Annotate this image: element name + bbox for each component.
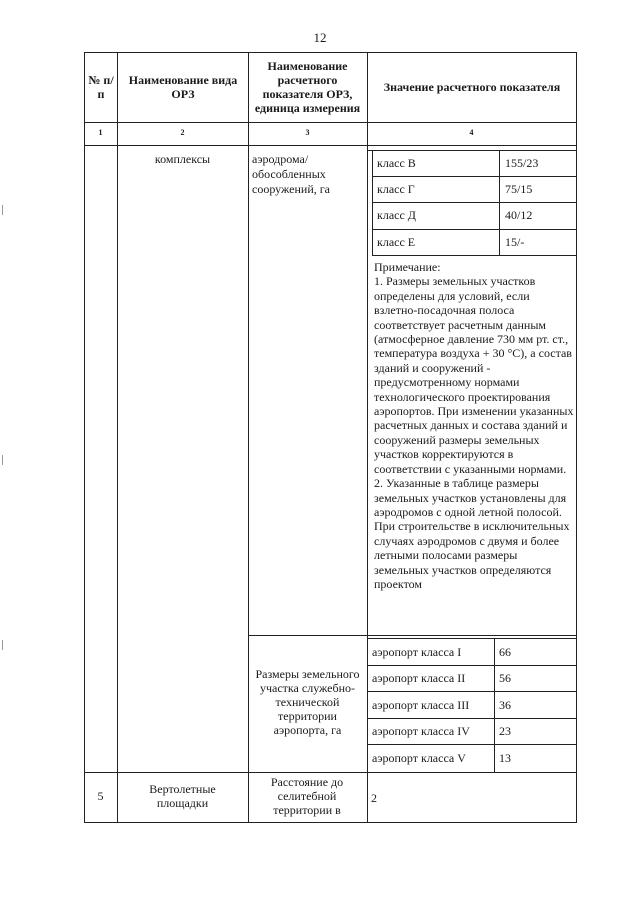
table-border bbox=[367, 638, 577, 639]
table-border bbox=[84, 52, 577, 53]
class-value: 155/23 bbox=[505, 156, 539, 170]
note-title: Примечание: bbox=[374, 260, 441, 274]
column-number: 4 bbox=[469, 128, 474, 137]
table-border bbox=[367, 744, 577, 745]
header-indicator: Наименование расчетного показателя ОРЗ, единица измерения bbox=[254, 59, 361, 115]
table-border bbox=[372, 176, 577, 177]
table-border bbox=[117, 52, 118, 823]
class-label: класс В bbox=[377, 156, 416, 170]
class-label: класс Д bbox=[377, 208, 416, 222]
table-border bbox=[367, 52, 368, 823]
scan-edge-mark bbox=[2, 640, 3, 650]
row5-type: Вертолетные площадки bbox=[149, 782, 216, 810]
airport-class-value: 56 bbox=[499, 671, 511, 685]
table-border bbox=[372, 150, 373, 256]
table-border bbox=[367, 691, 577, 692]
note-paragraph-1: 1. Размеры земельных участков определены для условий, если взлетно-посадочная полоса соответствует расчетным данным (атмосферное давление 730 мм рт. ст., температура воздуха + 30 °С), а состав зданий и сооружений - предусмотренному нормами технологического проектирования аэропортов. При изменении указанных расчетных данных и состава зданий и сооружений размеры земельных участков корректируются в соответствии с указанными нормами. bbox=[374, 274, 574, 476]
scan-edge-mark bbox=[2, 205, 3, 215]
table-border bbox=[84, 822, 577, 823]
airport-class-label: аэропорт класса II bbox=[372, 671, 466, 685]
row5-value: 2 bbox=[371, 791, 377, 805]
table-border bbox=[84, 145, 577, 146]
column-number: 3 bbox=[305, 128, 310, 137]
airport-class-value: 13 bbox=[499, 751, 511, 765]
column-number: 2 bbox=[180, 128, 185, 137]
header-number: № п/п bbox=[88, 73, 114, 101]
airport-class-label: аэропорт класса I bbox=[372, 645, 462, 659]
airport-class-value: 23 bbox=[499, 724, 511, 738]
table-border bbox=[367, 665, 577, 666]
page-number: 12 bbox=[313, 30, 327, 45]
class-value: 75/15 bbox=[505, 182, 533, 196]
header-type: Наименование вида ОРЗ bbox=[128, 73, 238, 101]
class-value: 15/- bbox=[505, 235, 525, 249]
table-border bbox=[372, 255, 577, 256]
airport-class-label: аэропорт класса IV bbox=[372, 724, 470, 738]
table-border bbox=[367, 150, 577, 151]
header-value: Значение расчетного показателя bbox=[383, 80, 561, 94]
class-value: 40/12 bbox=[505, 208, 533, 222]
class-label: класс Е bbox=[377, 235, 416, 249]
airport-class-value: 36 bbox=[499, 698, 511, 712]
table-border bbox=[576, 52, 577, 823]
table-border bbox=[248, 52, 249, 823]
airport-class-label: аэропорт класса V bbox=[372, 751, 466, 765]
table-border bbox=[367, 718, 577, 719]
airport-indicator-cell: Размеры земельного участка служебно-технической территории аэропорта, га bbox=[255, 667, 360, 737]
airport-class-label: аэропорт класса III bbox=[372, 698, 470, 712]
table-border bbox=[84, 122, 577, 123]
column-number: 1 bbox=[98, 128, 103, 137]
table-border bbox=[494, 638, 495, 772]
table-border bbox=[248, 635, 577, 636]
row5-indicator: Расстояние до селитебной территории в bbox=[270, 775, 344, 817]
indicator-cell: аэродрома/обособленных сооружений, га bbox=[252, 152, 330, 196]
note-paragraph-2: 2. Указанные в таблице размеры земельных участков установлены для аэродромов с одной летной полосой. При строительстве в исключительных случаях аэродромов с двумя и более летными полосами размеры земельных участков определяются проектом bbox=[374, 476, 570, 591]
row5-number: 5 bbox=[97, 789, 104, 803]
airport-class-value: 66 bbox=[499, 645, 511, 659]
table-border bbox=[372, 202, 577, 203]
table-border bbox=[84, 52, 85, 823]
table-border bbox=[499, 150, 500, 256]
note-block bbox=[374, 260, 574, 591]
table-border bbox=[372, 229, 577, 230]
type-cell: комплексы bbox=[154, 152, 211, 166]
class-label: класс Г bbox=[377, 182, 415, 196]
scan-edge-mark bbox=[2, 455, 3, 465]
table-border bbox=[84, 772, 577, 773]
